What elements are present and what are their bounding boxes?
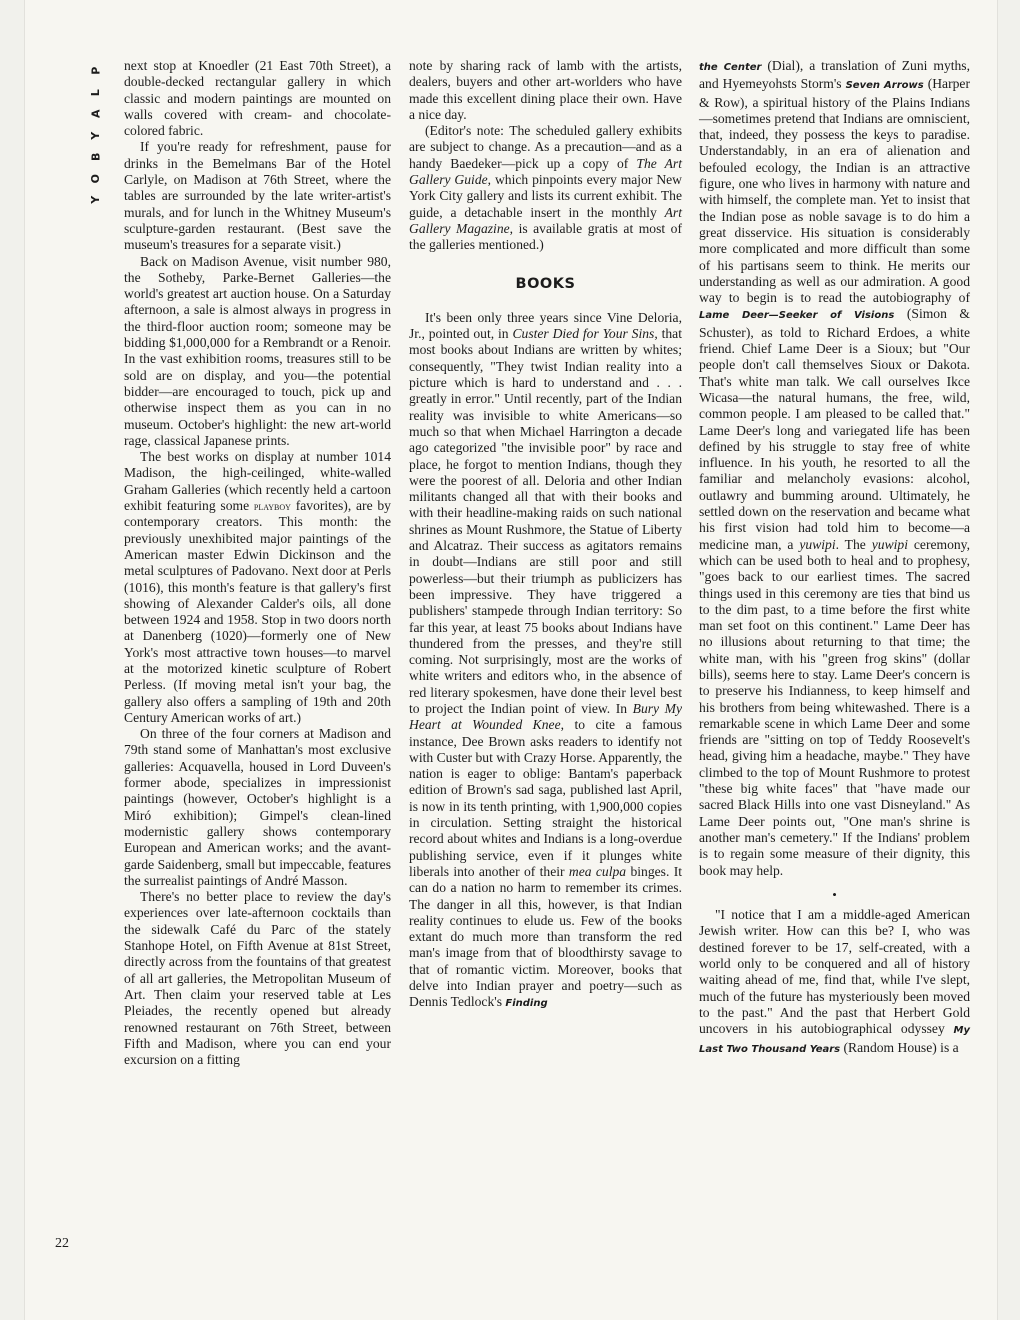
italic-term: yuwipi [799, 536, 836, 552]
masthead-letter: O [89, 173, 103, 183]
text-run: , that most books about Indians are written by whites; consequently, "They twist Indian reality into a picture which is hard to understand and . . . greatly in error." Until recently, part of the Indian reality was invisible to white Americans—so much so that when Michael Harrington a decade ago categorized "the invisible poor" by race and place, he forgot to mention Indians, though they were the poorest of all. Deloria and other Indian militants changed all that with their books and with their headline-making raids on such national shrines as Mount Rushmore, the Statue of Liberty and Alcatraz. Their success as agitators remains in doubt—Indians are still poor and still powerless—but their triumph as publicizers has been impressive. They have triggered a publishers' stampede through Indian territory: So far this year, at least 75 books about Indians have thundered from the presses, and they're still coming. Not surprisingly, most are the works of white writers and editors who, in the absence of red literary spokesmen, have done their level best to project the Indian point of view. In [409, 326, 682, 716]
masthead-letter: A [89, 109, 103, 119]
text-run: (Dial), a translation of Zuni myths, and Hyemeyohsts Storm's [699, 58, 971, 92]
masthead-letter: L [89, 88, 103, 96]
text-run: "I notice that I am a middle-aged American Jewish writer. How can this be? I, who was destined forever to be 17, self-created, with a world only to be conquered and all of history waiting ahead of me, find that, while I've slept, much of the future has mysteriously been moved to the past." And the past that Herbert Gold uncovers in his autobiographical odyssey [699, 907, 970, 1037]
playboy-masthead [85, 60, 107, 211]
text-run: It's been only three years since Vine Deloria, Jr., pointed out, in [409, 309, 682, 342]
column-3 [699, 58, 970, 1058]
masthead-letter: B [89, 152, 103, 161]
text-run: (Harper & Row), a spiritual history of the Plains Indians—sometimes pretend that Indians are omniscient, that, indeed, they possess the keys to paradise. Understandably, in an era of alienation and befouled ecology, the Indian is an attractive figure, one who lives in harmony with nature and with himself, the complete man. Yet to insist that the Indian pose as noble savage is to do him a great disservice. His situation is considerably more complicated and more difficult than some of his partisans seem to think. He merits our understanding as well as our admiration. A good way to begin is to read the autobiography of [699, 76, 970, 306]
text-run: binges. It can do a nation no harm to remember its crimes. The danger in all this, however, is that Indian reality continues to elude us. Few of the books extant do much more than transform the red man's image from that of bloodthirsty savage to that of romantic victim. Moreover, books that delve into Indian prayer and poetry—such as Dennis Tedlock's [409, 863, 682, 1010]
text-run: favorites), are by contemporary creators. This month: the previously unexhibited major paintings of the American master Edwin Dickinson and the metal sculptures of Padovano. Next door at Perls (1016), this month's feature is that gallery's first showing of Alexander Calder's oils, all done between 1924 and 1958. Stop in two doors north at Danenberg (1020)—formerly one of New York's most attractive town houses—to marvel at the motorized kinetic sculpture of Robert Perless. (If moving metal isn't your bag, the gallery also offers a sampling of 19th and 20th Century American works of art.) [124, 498, 391, 725]
book-title: Lame Deer—Seeker of Visions [699, 310, 895, 322]
paragraph [699, 907, 970, 1058]
text-run: , which pinpoints every major New York City gallery and lists its current exhibit. The guide, a detachable insert in the monthly [409, 172, 682, 220]
masthead-letter: P [89, 66, 103, 75]
italic-term: yuwipi [871, 536, 908, 552]
magazine-name: playboy [253, 499, 291, 514]
paragraph: Back on Madison Avenue, visit number 980, the Sotheby, Parke-Bernet Galleries—the world's greatest art auction house. On a Saturday afternoon, a sale is almost always in progress in the third-floor auction room; someone may be bidding $1,000,000 for a Rembrandt or a Renoir. In the vast exhibition rooms, treasures still to be sold are on display, and you—the potential bidder—are encouraged to touch, pick up and otherwise inspect them as you can in no museum. October's highlight: the new art-world rage, classical Japanese prints. [124, 253, 391, 448]
title-italic: mea culpa [568, 863, 627, 879]
paragraph [124, 449, 391, 726]
book-title: Seven Arrows [845, 80, 924, 92]
page-number: 22 [55, 1236, 69, 1251]
section-bullet: • [832, 886, 837, 902]
masthead-letter: Y [89, 195, 103, 204]
text-run: , to cite a famous instance, Dee Brown asks readers to identify not with Custer but with Crazy Horse. Apparently, the nation is eager to oblige: Bantam's paperback edition of Brown's sad saga, published last April, is now in its tenth printing, with 1,900,000 copies in circulation. Setting straight the historical record about whites and Indians is a long-overdue publishing service, even if it plunges white liberals into another of their [409, 717, 682, 879]
section-heading: BOOKS [515, 275, 576, 292]
paragraph [409, 123, 682, 253]
text-run: The best works on display at number 1014 Madison, the high-ceilinged, white-walled Graham Galleries (which recently held a cartoon exhibit featuring some [124, 449, 391, 514]
paragraph: If you're ready for refreshment, pause for drinks in the Bemelmans Bar of the Hotel Carlyle, on Madison at 76th Street, where the tables are surrounded by the late writer-artist's murals, and for lunch in the Whitney Museum's sculpture-garden restaurant. (Best save the museum's treasures for a separate visit.) [124, 139, 391, 253]
book-title: My Last Two Thousand Years [699, 1025, 970, 1055]
text-run: , is available gratis at most of the galleries mentioned.) [409, 220, 682, 253]
paragraph [409, 310, 682, 1013]
paragraph: On three of the four corners at Madison and 79th stand some of Manhattan's most exclusive galleries: Acquavella, housed in Lord Duveen's former abode, specializes in impressionist paintings (however, October's highlight is a Miró exhibition); Gimpel's clean-lined modernistic gallery shows contemporary European and American works; and the avant-garde Saidenberg, small but impeccable, features the surrealist paintings of André Masson. [124, 726, 391, 888]
paragraph: There's no better place to review the day's experiences over late-afternoon cocktails than the sidewalk Café du Parc of the stately Stanhope Hotel, on Fifth Avenue at 81st Street, directly across from the fountains of that greatest of all art galleries, the Metropolitan Museum of Art. Then claim your reserved table at Les Pleiades, the recently opened but already renowned restaurant on 76th Street, between Fifth and Madison, where you can end your excursion on a fitting [124, 889, 391, 1068]
column-2 [409, 58, 682, 1013]
title-italic: Custer Died for Your Sins [512, 326, 655, 342]
book-title: Finding [505, 998, 548, 1010]
book-title: the Center [699, 62, 762, 73]
paragraph: note by sharing rack of lamb with the artists, dealers, buyers and other art-worlders who have made this excellent dining place their own. Have a nice day. [409, 58, 682, 122]
title-italic: The Art Gallery Guide [409, 155, 683, 188]
text-run: ceremony, which can be used both to heal and to prophesy, "goes back to our earliest times. The sacred things used in this ceremony are ties that bind us to the dim past, to a time before the first white man set foot on this continent." Lame Deer has no illusions about returning to that time; the white man, with his "green frog skins" (dollar bills), seems here to stay. Lame Deer's concern is to preserve his Indianness, to keep himself and his brothers from being whitewashed. There is a remarkable scene in which Lame Deer and some friends are "sitting on top of Teddy Roosevelt's head, giving him a headache, maybe." They have climbed to the top of Mount Rushmore to protest "these big white faces" that "have made our sacred Black Hills into one vast Disneyland." As Lame Deer points out, "One man's shrine is another man's cemetery." If the Indians' problem is to regain some measure of their dignity, this book may help. [699, 536, 970, 878]
text-run: (Simon & Schuster), as told to Richard Erdoes, a white friend. Chief Lame Deer is a Sioux; but "Our people don't call themselves Sioux or Dakota. That's white man talk. We call ourselves Ikce Wicasa—the natural humans, the free, wild, common people. I am pleased to be called that." Lame Deer's long and variegated life has been defined by his struggle to stay free of white influence. In his youth, he resorted to all the familiar and melancholy evasions: alcohol, outlawry and bumming around. Ultimately, he settled down on the reservation and became what his first vision had told him to become—a medicine man, a [699, 306, 971, 552]
paragraph [699, 58, 970, 879]
title-italic: Art Gallery Magazine [409, 204, 682, 236]
text-run: . The [835, 536, 872, 552]
title-italic: Bury My Heart at Wounded Knee [409, 700, 682, 733]
masthead-letter: Y [89, 131, 103, 140]
text-run: (Random House) is a [840, 1039, 959, 1055]
column-1 [124, 58, 391, 1068]
paragraph: next stop at Knoedler (21 East 70th Street), a double-decked rectangular gallery in which classic and modern paintings are mounted on walls covered with cream- and chocolate-colored fabric. [124, 58, 391, 139]
magazine-page [24, 0, 998, 1320]
text-run: (Editor's note: The scheduled gallery exhibits are subject to change. As a precaution—and as a handy Baedeker—pick up a copy of [409, 123, 682, 171]
